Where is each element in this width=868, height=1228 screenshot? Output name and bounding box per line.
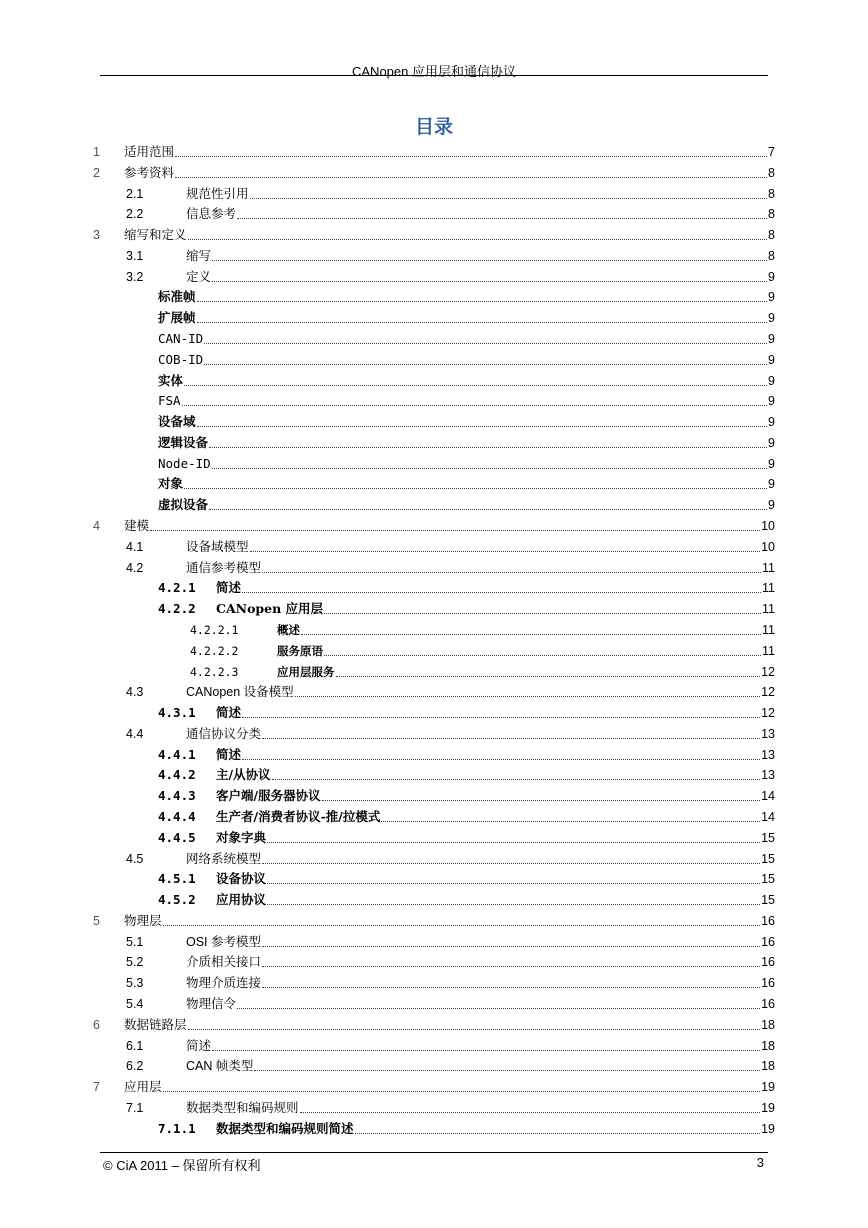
- toc-entry-title: 规范性引用: [186, 185, 249, 201]
- toc-dot-leader: [197, 425, 768, 427]
- toc-entry-number: 6.1: [126, 1038, 144, 1053]
- toc-entry[interactable]: [126, 205, 775, 224]
- toc-heading: 目录: [414, 116, 453, 138]
- toc-entry[interactable]: [158, 475, 775, 494]
- toc-entry-page: 16: [761, 913, 775, 928]
- toc-entry[interactable]: [93, 143, 775, 162]
- toc-entry[interactable]: [158, 600, 775, 619]
- toc-entry-number: 7.1.1: [158, 1120, 196, 1136]
- toc-entry[interactable]: [126, 933, 775, 952]
- toc-entry-page: 9: [768, 332, 775, 347]
- toc-entry-page: 9: [768, 456, 775, 471]
- toc-entry-number: 5.3: [126, 976, 144, 991]
- toc-entry[interactable]: [158, 496, 775, 515]
- toc-entry-page: 9: [768, 311, 775, 326]
- toc-dot-leader: [267, 903, 760, 905]
- toc-entry[interactable]: [158, 766, 775, 785]
- toc-entry[interactable]: [158, 372, 775, 391]
- footer-rule: [100, 1152, 768, 1153]
- toc-entry-page: 15: [761, 872, 775, 887]
- toc-entry-number: 1: [93, 145, 100, 159]
- toc-entry-number: 4.2.2: [158, 601, 196, 617]
- toc-entry-page: 19: [761, 1100, 775, 1115]
- toc-entry[interactable]: [126, 995, 775, 1014]
- toc-entry-number: 4.2.2.2: [190, 643, 239, 658]
- toc-entry-page: 18: [761, 1059, 775, 1074]
- toc-entry-number: 3.1: [126, 248, 144, 263]
- toc-dot-leader: [262, 571, 761, 573]
- toc-entry-title: 建模: [124, 518, 150, 534]
- toc-entry-number: 2.2: [126, 207, 144, 222]
- toc-dot-leader: [262, 945, 760, 947]
- toc-dot-leader: [301, 633, 761, 635]
- toc-dot-leader: [267, 841, 760, 843]
- toc-dot-leader: [209, 446, 767, 448]
- toc-entry-title: CANopen 应用层: [216, 601, 324, 617]
- toc-dot-leader: [184, 487, 767, 489]
- toc-entry-page: 9: [768, 269, 775, 284]
- toc-entry-title: 缩写和定义: [124, 227, 187, 243]
- toc-dot-leader: [175, 176, 767, 178]
- toc-dot-leader: [242, 591, 761, 593]
- toc-entry-page: 9: [768, 477, 775, 492]
- toc-dot-leader: [272, 778, 761, 780]
- toc-entry-title: 介质相关接口: [186, 954, 262, 970]
- toc-entry[interactable]: [158, 829, 775, 848]
- toc-dot-leader: [237, 1007, 760, 1009]
- toc-entry-number: 4.3.1: [158, 705, 196, 721]
- toc-entry[interactable]: [93, 1016, 775, 1035]
- toc-entry-title: 定义: [186, 268, 212, 284]
- toc-entry[interactable]: [158, 330, 775, 349]
- toc-entry-page: 8: [768, 186, 775, 201]
- toc-entry-page: 18: [761, 1038, 775, 1053]
- toc-entry-title: CANopen 设备模型: [186, 685, 294, 700]
- toc-entry-title: 对象字典: [216, 829, 267, 845]
- toc-entry[interactable]: [158, 704, 775, 723]
- toc-entry-title: CAN 帧类型: [186, 1059, 254, 1074]
- toc-entry-number: 5: [93, 913, 100, 928]
- toc-entry[interactable]: [93, 226, 775, 245]
- toc-entry-page: 9: [768, 290, 775, 305]
- toc-entry-number: 4: [93, 519, 100, 534]
- toc-entry-page: 8: [768, 248, 775, 263]
- toc-entry-page: 8: [768, 228, 775, 243]
- toc-entry-page: 9: [768, 373, 775, 388]
- toc-entry[interactable]: [126, 247, 775, 266]
- toc-entry-title: 虚拟设备: [158, 497, 209, 513]
- toc-dot-leader: [182, 404, 767, 406]
- toc-entry-number: 6: [93, 1017, 100, 1032]
- toc-dot-leader: [336, 675, 761, 677]
- toc-entry-page: 10: [761, 519, 775, 534]
- toc-entry-title: OSI 参考模型: [186, 934, 262, 949]
- toc-dot-leader: [188, 238, 768, 240]
- toc-entry-title: 应用层: [124, 1079, 162, 1095]
- toc-dot-leader: [267, 882, 760, 884]
- toc-entry[interactable]: [158, 392, 775, 411]
- toc-entry-title: 数据类型和编码规则简述: [216, 1120, 354, 1136]
- toc-entry-number: 4.5.1: [158, 871, 196, 887]
- toc-entry-number: 4.1: [126, 539, 144, 554]
- toc-entry-title: 服务原语: [277, 643, 323, 658]
- toc-entry-title: CAN-ID: [158, 331, 204, 347]
- toc-entry-number: 4.2.2.3: [190, 664, 239, 679]
- toc-entry-page: 12: [761, 706, 775, 721]
- toc-entry-page: 12: [761, 685, 775, 700]
- toc-dot-leader: [188, 1028, 761, 1030]
- toc-dot-leader: [324, 612, 761, 614]
- toc-entry-page: 15: [761, 893, 775, 908]
- toc-entry-page: 19: [761, 1080, 775, 1095]
- toc-entry-title: 参考资料: [124, 164, 175, 180]
- toc-entry-title: 设备域: [158, 414, 196, 430]
- toc-entry-page: 11: [762, 602, 775, 617]
- toc-entry-title: 概述: [277, 622, 300, 637]
- header-rule: [100, 75, 768, 76]
- toc-dot-leader: [300, 1111, 761, 1113]
- toc-entry-page: 9: [768, 498, 775, 513]
- toc-dot-leader: [242, 758, 760, 760]
- toc-entry-title: 主/从协议: [216, 767, 271, 783]
- toc-entry-number: 4.3: [126, 685, 144, 700]
- toc-entry-title: 应用层服务: [277, 664, 335, 679]
- toc-entry[interactable]: [126, 1037, 775, 1056]
- toc-entry-title: 通信协议分类: [186, 725, 262, 741]
- toc-dot-leader: [355, 1132, 761, 1134]
- toc-dot-leader: [262, 965, 760, 967]
- toc-entry-number: 3.2: [126, 269, 144, 284]
- toc-entry-title: FSA: [158, 393, 181, 409]
- toc-entry-page: 16: [761, 955, 775, 970]
- toc-entry-page: 16: [761, 934, 775, 949]
- toc-entry[interactable]: [126, 974, 775, 993]
- toc-entry[interactable]: [158, 808, 775, 827]
- toc-entry[interactable]: [126, 538, 775, 557]
- toc-dot-leader: [322, 799, 761, 801]
- toc-entry[interactable]: [126, 1099, 775, 1118]
- toc-entry-title: 设备域模型: [186, 538, 249, 554]
- toc-entry-title: 通信参考模型: [186, 559, 262, 575]
- toc-dot-leader: [197, 300, 768, 302]
- toc-dot-leader: [212, 467, 767, 469]
- toc-entry-page: 11: [762, 643, 775, 658]
- toc-entry-page: 16: [761, 996, 775, 1011]
- toc-entry[interactable]: [190, 642, 775, 661]
- toc-dot-leader: [212, 1049, 760, 1051]
- toc-entry[interactable]: [158, 870, 775, 889]
- toc-entry[interactable]: [126, 850, 775, 869]
- toc-entry-title: 简述: [216, 580, 242, 596]
- footer-page-number: 3: [756, 1155, 764, 1170]
- toc-entry-number: 4.4.4: [158, 808, 196, 824]
- toc-entry-page: 15: [761, 830, 775, 845]
- toc-dot-leader: [204, 363, 767, 365]
- toc-entry[interactable]: [190, 663, 775, 682]
- toc-entry-title: 物理介质连接: [186, 975, 262, 991]
- toc-dot-leader: [262, 737, 760, 739]
- toc-entry-page: 8: [768, 207, 775, 222]
- toc-dot-leader: [254, 1069, 760, 1071]
- toc-entry-title: 应用协议: [216, 892, 267, 908]
- toc-entry[interactable]: [158, 455, 775, 474]
- toc-dot-leader: [163, 924, 761, 926]
- toc-entry-number: 5.4: [126, 996, 144, 1011]
- running-header-title: CANopen 应用层和通信协议: [352, 64, 516, 79]
- toc-entry-page: 9: [768, 415, 775, 430]
- toc-entry[interactable]: [158, 891, 775, 910]
- toc-entry[interactable]: [93, 164, 775, 183]
- toc-entry-title: 简述: [216, 746, 242, 762]
- toc-entry[interactable]: [126, 559, 775, 578]
- toc-entry[interactable]: [190, 621, 775, 640]
- toc-entry-page: 14: [761, 809, 775, 824]
- toc-entry-number: 4.5.2: [158, 892, 196, 908]
- toc-entry-title: 对象: [158, 476, 184, 492]
- toc-dot-leader: [262, 862, 760, 864]
- toc-entry-page: 11: [762, 560, 775, 575]
- toc-entry[interactable]: [158, 413, 775, 432]
- toc-entry-title: 数据类型和编码规则: [186, 1099, 299, 1115]
- toc-entry-page: 19: [761, 1121, 775, 1136]
- toc-entry-page: 10: [761, 539, 775, 554]
- toc-entry-title: 生产者/消费者协议-推/拉模式: [216, 808, 381, 824]
- toc-entry-page: 12: [761, 664, 775, 679]
- toc-entry-page: 18: [761, 1017, 775, 1032]
- toc-entry[interactable]: [158, 351, 775, 370]
- toc-entry-number: 4.4.3: [158, 788, 196, 804]
- toc-entry-page: 9: [768, 435, 775, 450]
- toc-entry-title: 设备协议: [216, 871, 267, 887]
- toc-entry[interactable]: [93, 517, 775, 536]
- toc-entry-number: 4.2.2.1: [190, 622, 239, 637]
- toc-entry-title: COB-ID: [158, 351, 204, 367]
- toc-dot-leader: [237, 217, 767, 219]
- toc-dot-leader: [250, 197, 768, 199]
- toc-entry-page: 11: [762, 622, 775, 637]
- toc-entry[interactable]: [158, 288, 775, 307]
- toc-entry-number: 6.2: [126, 1059, 144, 1074]
- toc-entry-title: 客户端/服务器协议: [216, 788, 321, 804]
- toc-entry[interactable]: [126, 725, 775, 744]
- toc-dot-leader: [184, 384, 767, 386]
- toc-dot-leader: [324, 654, 761, 656]
- toc-entry-page: 14: [761, 789, 775, 804]
- toc-entry[interactable]: [158, 746, 775, 765]
- toc-dot-leader: [204, 342, 767, 344]
- toc-entry-title: 标准帧: [158, 289, 196, 305]
- toc-entry-number: 7.1: [126, 1100, 144, 1115]
- toc-entry-page: 13: [761, 768, 775, 783]
- toc-entry-page: 15: [761, 851, 775, 866]
- toc-entry-page: 11: [762, 581, 775, 596]
- toc-entry-title: Node-ID: [158, 455, 211, 471]
- toc-entry-number: 5.1: [126, 934, 144, 949]
- toc-entry-title: 适用范围: [124, 144, 175, 159]
- toc-entry-page: 13: [761, 726, 775, 741]
- toc-dot-leader: [150, 529, 760, 531]
- toc-entry-number: 4.2: [126, 560, 144, 575]
- toc-dot-leader: [212, 280, 767, 282]
- toc-entry-number: 4.4.1: [158, 746, 196, 762]
- toc-dot-leader: [381, 820, 760, 822]
- toc-entry-number: 2.1: [126, 186, 144, 201]
- toc-entry-number: 5.2: [126, 955, 144, 970]
- toc-dot-leader: [209, 508, 767, 510]
- toc-entry-number: 4.4.5: [158, 829, 196, 845]
- toc-entry-number: 4.2.1: [158, 580, 196, 596]
- toc-entry-title: 逻辑设备: [158, 434, 209, 450]
- toc-entry[interactable]: [126, 268, 775, 287]
- toc-entry-title: 简述: [216, 705, 242, 721]
- toc-entry-title: 网络系统模型: [186, 850, 262, 866]
- toc-dot-leader: [212, 259, 767, 261]
- toc-dot-leader: [262, 986, 760, 988]
- toc-entry-title: 物理信令: [186, 995, 237, 1011]
- toc-entry[interactable]: [158, 1120, 775, 1139]
- toc-entry-page: 9: [768, 394, 775, 409]
- toc-entry-number: 3: [93, 228, 100, 243]
- toc-entry[interactable]: [126, 1057, 775, 1076]
- toc-entry-page: 9: [768, 352, 775, 367]
- toc-entry[interactable]: [158, 579, 775, 598]
- toc-entry-page: 7: [768, 145, 775, 159]
- toc-dot-leader: [295, 695, 760, 697]
- toc-entry-number: 4.4: [126, 726, 144, 741]
- toc-entry[interactable]: [126, 185, 775, 204]
- toc-entry[interactable]: [126, 683, 775, 702]
- toc-entry-number: 4.5: [126, 851, 144, 866]
- toc-entry[interactable]: [158, 787, 775, 806]
- toc-dot-leader: [175, 155, 767, 157]
- toc-dot-leader: [163, 1090, 761, 1092]
- toc-entry-page: 13: [761, 747, 775, 762]
- toc-entry-number: 7: [93, 1080, 100, 1095]
- toc-dot-leader: [197, 321, 768, 323]
- toc-entry-title: 数据链路层: [124, 1016, 187, 1032]
- toc-entry[interactable]: [158, 309, 775, 328]
- footer-copyright: © CiA 2011 – 保留所有权利: [103, 1158, 261, 1173]
- toc-entry[interactable]: [126, 953, 775, 972]
- toc-entry-title: 缩写: [186, 247, 212, 263]
- toc-dot-leader: [250, 550, 761, 552]
- toc-entry-number: 4.4.2: [158, 767, 196, 783]
- toc-entry[interactable]: [93, 912, 775, 931]
- toc-entry-page: 8: [768, 165, 775, 180]
- toc-entry-page: 16: [761, 976, 775, 991]
- toc-entry-title: 物理层: [124, 912, 162, 928]
- toc-entry-title: 信息参考: [186, 206, 237, 222]
- toc-entry-number: 2: [93, 165, 100, 180]
- toc-entry-title: 扩展帧: [158, 310, 196, 326]
- toc-dot-leader: [242, 716, 760, 718]
- toc-entry-title: 实体: [158, 372, 184, 388]
- toc-entry[interactable]: [158, 434, 775, 453]
- toc-entry-title: 简述: [186, 1037, 212, 1053]
- toc-entry[interactable]: [93, 1078, 775, 1097]
